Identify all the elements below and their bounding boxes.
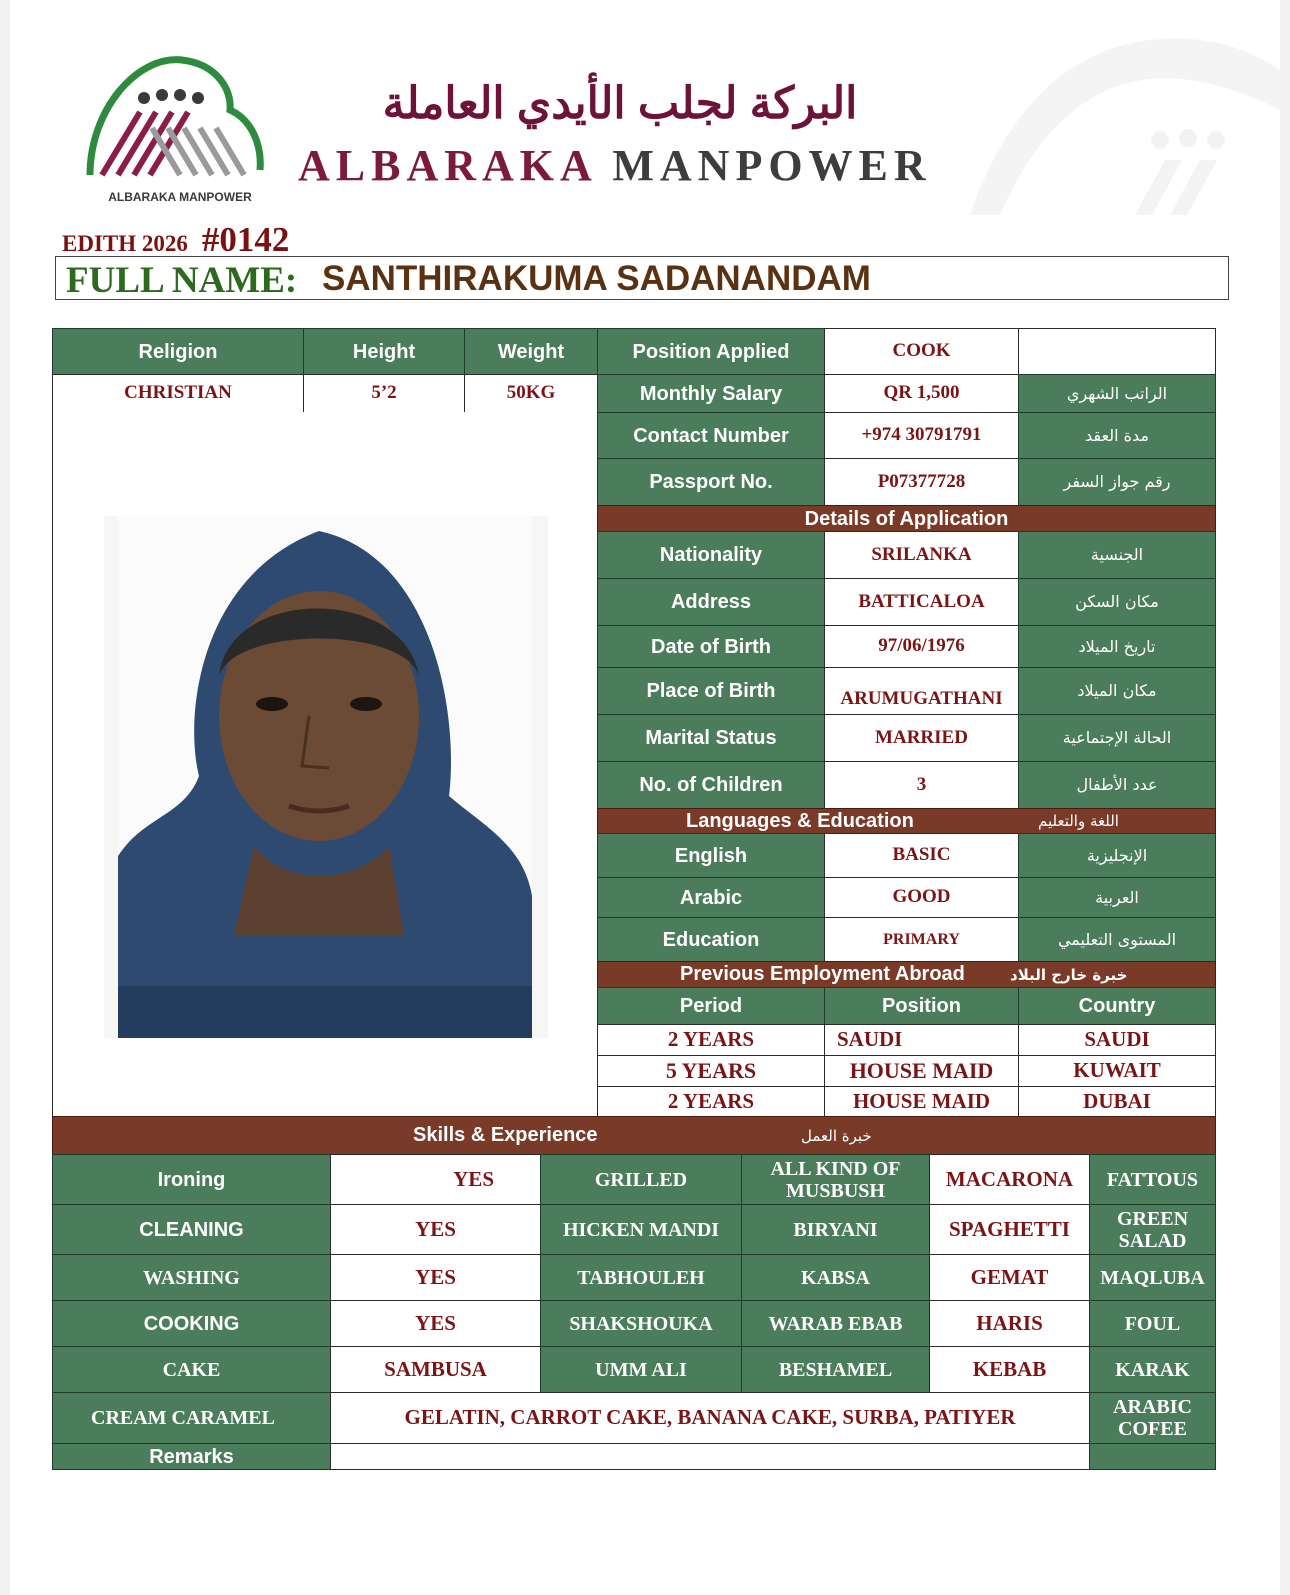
- company-name-english: [298, 140, 948, 191]
- company-name-arabic: البركة لجلب الأيدي العاملة: [382, 79, 858, 128]
- salary-value: QR 1,500: [824, 374, 1019, 413]
- company-name-part1: ALBARAKA: [298, 141, 596, 190]
- skill-cream-caramel: CREAM CARAMEL: [52, 1392, 331, 1444]
- height-header: Height: [303, 328, 465, 375]
- dish-warab-ebab: WARAB EBAB: [741, 1300, 930, 1347]
- dob-arabic: تاريخ الميلاد: [1018, 625, 1216, 668]
- pob-label: Place of Birth: [597, 667, 825, 715]
- marital-label: Marital Status: [597, 714, 825, 762]
- languages-title-arabic: اللغة والتعليم: [1038, 812, 1119, 830]
- dish-kebab: KEBAB: [929, 1346, 1090, 1393]
- logo-caption: ALBARAKA MANPOWER: [108, 190, 252, 204]
- passport-value: P07377728: [824, 458, 1019, 506]
- prev-row-2-country: KUWAIT: [1018, 1055, 1216, 1087]
- nationality-label: Nationality: [597, 531, 825, 579]
- education-label: Education: [597, 917, 825, 962]
- left-page-edge: [0, 0, 10, 1595]
- marital-arabic: الحالة الإجتماعية: [1018, 714, 1216, 762]
- prev-row-1-period: 2 YEARS: [597, 1024, 825, 1056]
- dish-grilled: GRILLED: [540, 1154, 742, 1205]
- prev-row-3-period: 2 YEARS: [597, 1086, 825, 1117]
- position-blank: [1018, 328, 1216, 375]
- skills-title: Skills & Experience: [413, 1124, 598, 1146]
- dish-beshamel: BESHAMEL: [741, 1346, 930, 1393]
- salary-arabic: الراتب الشهري: [1018, 374, 1216, 413]
- edition-label: EDITH 2026: [62, 231, 188, 256]
- previous-employment-title: Previous Employment Abroad: [680, 963, 965, 985]
- skill-cleaning-yes: YES: [330, 1204, 541, 1255]
- weight-value: 50KG: [464, 374, 598, 413]
- passport-arabic: رقم جواز السفر: [1018, 458, 1216, 506]
- english-arabic: الإنجليزية: [1018, 833, 1216, 878]
- weight-header: Weight: [464, 328, 598, 375]
- skill-cooking-yes: YES: [330, 1300, 541, 1347]
- dish-list-merged: GELATIN, CARROT CAKE, BANANA CAKE, SURBA, PATIYER: [330, 1392, 1090, 1444]
- dish-kabsa: KABSA: [741, 1254, 930, 1301]
- children-arabic: عدد الأطفال: [1018, 761, 1216, 809]
- skill-washing: WASHING: [52, 1254, 331, 1301]
- candidate-photo: [104, 516, 548, 1038]
- dob-value: 97/06/1976: [824, 625, 1019, 668]
- remarks-extra: [1089, 1443, 1216, 1470]
- full-name-label: FULL NAME:: [66, 260, 298, 301]
- dish-arabic-coffee: ARABIC COFEE: [1089, 1392, 1216, 1444]
- dish-umm-ali: UMM ALI: [540, 1346, 742, 1393]
- company-name-part2: MANPOWER: [612, 141, 932, 190]
- english-label: English: [597, 833, 825, 878]
- contact-arabic: مدة العقد: [1018, 412, 1216, 459]
- dish-maqluba: MAQLUBA: [1089, 1254, 1216, 1301]
- dish-chicken-mandi: HICKEN MANDI: [540, 1204, 742, 1255]
- marital-value: MARRIED: [824, 714, 1019, 762]
- skill-ironing-yes: YES: [330, 1154, 541, 1205]
- dish-macarona: MACARONA: [929, 1154, 1090, 1205]
- prev-row-3-position: HOUSE MAID: [824, 1086, 1019, 1117]
- contact-value: +974 30791791: [824, 412, 1019, 459]
- dish-haris: HARIS: [929, 1300, 1090, 1347]
- children-value: 3: [824, 761, 1019, 809]
- dish-green-salad: GREEN SALAD: [1089, 1204, 1216, 1255]
- english-value: BASIC: [824, 833, 1019, 878]
- dish-fattous: FATTOUS: [1089, 1154, 1216, 1205]
- education-value: PRIMARY: [824, 917, 1019, 962]
- watermark-logo: [960, 10, 1280, 215]
- company-logo: [82, 50, 272, 210]
- arabic-arabic: العربية: [1018, 877, 1216, 918]
- religion-value: CHRISTIAN: [52, 374, 304, 413]
- dish-foul: FOUL: [1089, 1300, 1216, 1347]
- pob-value: ARUMUGATHANI: [824, 667, 1019, 715]
- right-page-edge: [1280, 0, 1290, 1595]
- languages-section-header: [597, 808, 1216, 834]
- religion-header: Religion: [52, 328, 304, 375]
- dish-musbush: ALL KIND OF MUSBUSH: [741, 1154, 930, 1205]
- previous-employment-header: [597, 961, 1216, 988]
- address-value: BATTICALOA: [824, 578, 1019, 626]
- skill-cooking: COOKING: [52, 1300, 331, 1347]
- pob-arabic: مكان الميلاد: [1018, 667, 1216, 715]
- children-label: No. of Children: [597, 761, 825, 809]
- contact-label: Contact Number: [597, 412, 825, 459]
- education-arabic: المستوى التعليمي: [1018, 917, 1216, 962]
- record-id: [62, 220, 289, 260]
- nationality-arabic: الجنسية: [1018, 531, 1216, 579]
- address-arabic: مكان السكن: [1018, 578, 1216, 626]
- dob-label: Date of Birth: [597, 625, 825, 668]
- skill-washing-yes: YES: [330, 1254, 541, 1301]
- languages-title: Languages & Education: [686, 809, 914, 832]
- full-name-box: [55, 256, 1229, 300]
- dish-spaghetti: SPAGHETTI: [929, 1204, 1090, 1255]
- prev-row-3-country: DUBAI: [1018, 1086, 1216, 1117]
- dish-gemat: GEMAT: [929, 1254, 1090, 1301]
- position-value: COOK: [824, 328, 1019, 375]
- record-number: #0142: [201, 220, 290, 259]
- details-section-header: Details of Application: [597, 505, 1216, 532]
- arabic-value: GOOD: [824, 877, 1019, 918]
- previous-employment-title-arabic: خبرة خارج البلاد: [1010, 965, 1128, 984]
- prev-row-1-position: SAUDI: [824, 1024, 1019, 1056]
- remarks-label: Remarks: [52, 1443, 331, 1470]
- skills-title-arabic: خبرة العمل: [801, 1126, 872, 1145]
- prev-row-1-country: SAUDI: [1018, 1024, 1216, 1056]
- skill-cake: CAKE: [52, 1346, 331, 1393]
- prev-row-2-period: 5 YEARS: [597, 1055, 825, 1087]
- dish-tabhouleh: TABHOULEH: [540, 1254, 742, 1301]
- period-header: Period: [597, 987, 825, 1025]
- dish-karak: KARAK: [1089, 1346, 1216, 1393]
- salary-label: Monthly Salary: [597, 374, 825, 413]
- arabic-label: Arabic: [597, 877, 825, 918]
- passport-label: Passport No.: [597, 458, 825, 506]
- dish-shakshouka: SHAKSHOUKA: [540, 1300, 742, 1347]
- country-header: Country: [1018, 987, 1216, 1025]
- dish-sambusa: SAMBUSA: [330, 1346, 541, 1393]
- skill-cleaning: CLEANING: [52, 1204, 331, 1255]
- position-label: Position Applied: [597, 328, 825, 375]
- nationality-value: SRILANKA: [824, 531, 1019, 579]
- address-label: Address: [597, 578, 825, 626]
- skills-section-header: [52, 1116, 1216, 1155]
- dish-biryani: BIRYANI: [741, 1204, 930, 1255]
- skill-ironing: Ironing: [52, 1154, 331, 1205]
- prev-position-header: Position: [824, 987, 1019, 1025]
- full-name-value: SANTHIRAKUMA SADANANDAM: [322, 259, 871, 298]
- height-value: 5’2: [303, 374, 465, 413]
- prev-row-2-position: HOUSE MAID: [824, 1055, 1019, 1087]
- remarks-field[interactable]: [330, 1443, 1090, 1470]
